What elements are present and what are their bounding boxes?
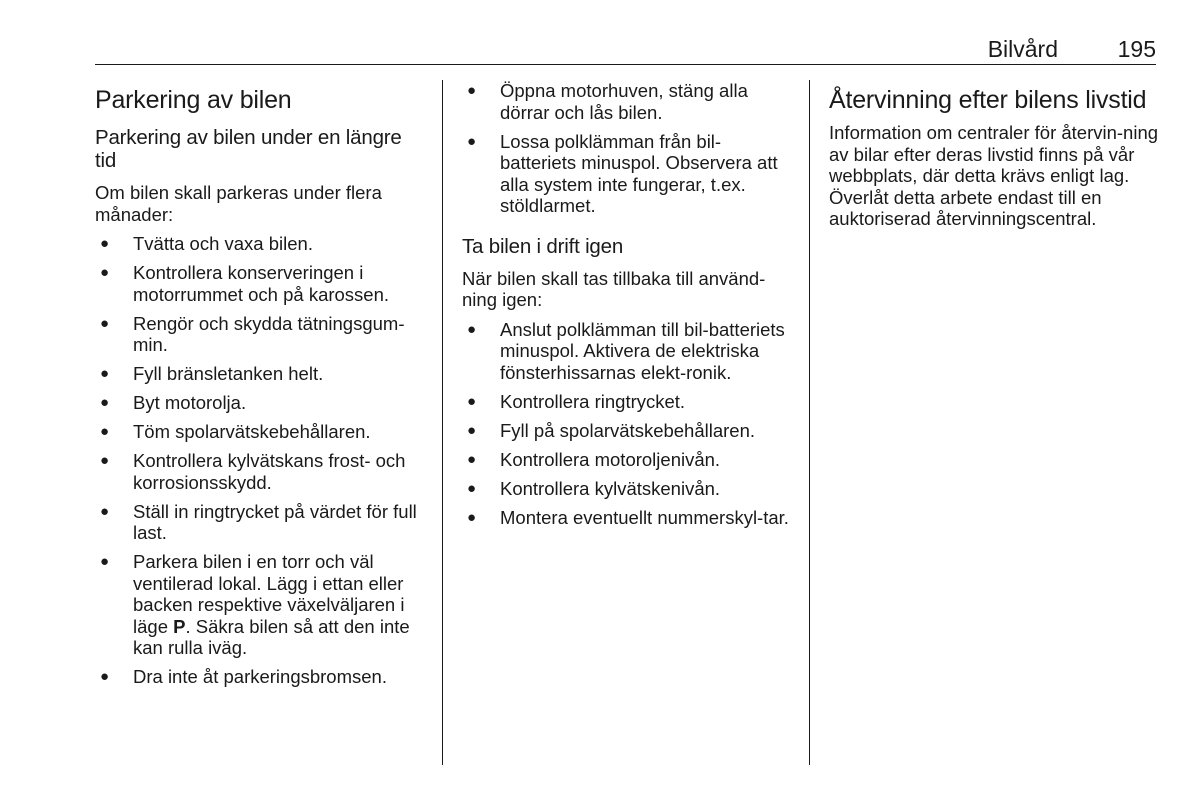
list-item: ● Fyll bränsletanken helt. xyxy=(100,363,324,384)
bullet-icon: ● xyxy=(467,132,477,150)
bullet-icon: ● xyxy=(100,423,110,440)
parking-checklist xyxy=(95,233,425,688)
parking-checklist-continued xyxy=(462,80,792,217)
section-title: Bilvård xyxy=(987,36,1058,62)
column-3 xyxy=(829,80,1159,238)
bullet-icon: ● xyxy=(467,320,477,338)
list-item: ● Rengör och skydda tätningsgum-min. xyxy=(100,312,405,355)
bullet-icon: ● xyxy=(467,82,477,99)
page-header xyxy=(95,30,1156,65)
column-divider-2 xyxy=(809,80,810,765)
column-divider-1 xyxy=(442,80,443,765)
subheading-restart: Ta bilen i drift igen xyxy=(462,234,624,258)
bullet-icon: ● xyxy=(100,452,110,469)
heading-parking: Parkering av bilen xyxy=(95,86,292,114)
bullet-icon: ● xyxy=(100,314,110,332)
list-item: ● Fyll på spolarvätskebehållaren. xyxy=(467,419,756,441)
bullet-icon: ● xyxy=(467,450,477,468)
list-item: ● Kontrollera konserveringen i motorrummet och på karossen. xyxy=(100,262,390,305)
heading-recycling: Återvinning efter bilens livstid xyxy=(829,86,1147,114)
list-item: ● Byt motorolja. xyxy=(100,392,247,413)
bullet-icon: ● xyxy=(100,365,110,382)
column-1 xyxy=(95,80,425,695)
intro-text: Om bilen skall parkeras under flera månader: xyxy=(95,182,382,225)
list-item: ● Parkera bilen i en torr och väl ventilerad lokal. Lägg i ettan eller backen respektive växelväljaren i läge P. Säkra bilen så att den inte kan rulla iväg. xyxy=(100,551,410,658)
list-item: ● Anslut polklämman till bil-batteriets minuspol. Aktivera de elektriska fönsterhissarnas elekt-ronik. xyxy=(467,318,785,383)
bullet-icon: ● xyxy=(467,479,477,497)
recycling-body: Information om centraler för återvin-ning av bilar efter deras livstid finns på vår webbplats, där detta krävs enligt lag. Överlåt detta arbete endast till en auktoriserad återvinningscentral. xyxy=(829,122,1159,229)
list-item: ● Lossa polklämman från bil-batteriets minuspol. Observera att alla system inte fungerar, t.ex. stöldlarmet. xyxy=(467,130,778,216)
list-item: ● Kontrollera ringtrycket. xyxy=(467,390,686,412)
list-item: ● Montera eventuellt nummerskyl-tar. xyxy=(467,506,789,528)
list-item: ● Kontrollera kylvätskans frost- och korrosionsskydd. xyxy=(100,450,406,493)
bullet-icon: ● xyxy=(467,392,477,410)
list-item: ● Tvätta och vaxa bilen. xyxy=(100,233,313,254)
list-item: ● Öppna motorhuven, stäng alla dörrar och lås bilen. xyxy=(467,80,748,123)
bullet-icon: ● xyxy=(100,394,110,411)
list-item: ● Kontrollera motoroljenivån. xyxy=(467,448,721,470)
bullet-icon: ● xyxy=(100,553,110,570)
subheading-long-term-parking: Parkering av bilen under en längre tid xyxy=(95,126,402,172)
bullet-icon: ● xyxy=(467,508,477,526)
list-item: ● Ställ in ringtrycket på värdet för full last. xyxy=(100,500,417,543)
intro-text: När bilen skall tas tillbaka till använd-ning igen: xyxy=(462,267,766,310)
list-item: ● Kontrollera kylvätskenivån. xyxy=(467,477,721,499)
bullet-icon: ● xyxy=(100,502,110,520)
bullet-icon: ● xyxy=(100,235,110,252)
list-item: ● Dra inte åt parkeringsbromsen. xyxy=(100,666,387,687)
column-2 xyxy=(462,80,792,536)
page-number: 195 xyxy=(1117,36,1156,62)
restart-checklist xyxy=(462,319,792,529)
bullet-icon: ● xyxy=(100,264,110,281)
gear-position-p: P xyxy=(173,615,186,637)
list-item: ● Töm spolarvätskebehållaren. xyxy=(100,421,371,442)
bullet-icon: ● xyxy=(467,421,477,439)
bullet-icon: ● xyxy=(100,668,110,685)
